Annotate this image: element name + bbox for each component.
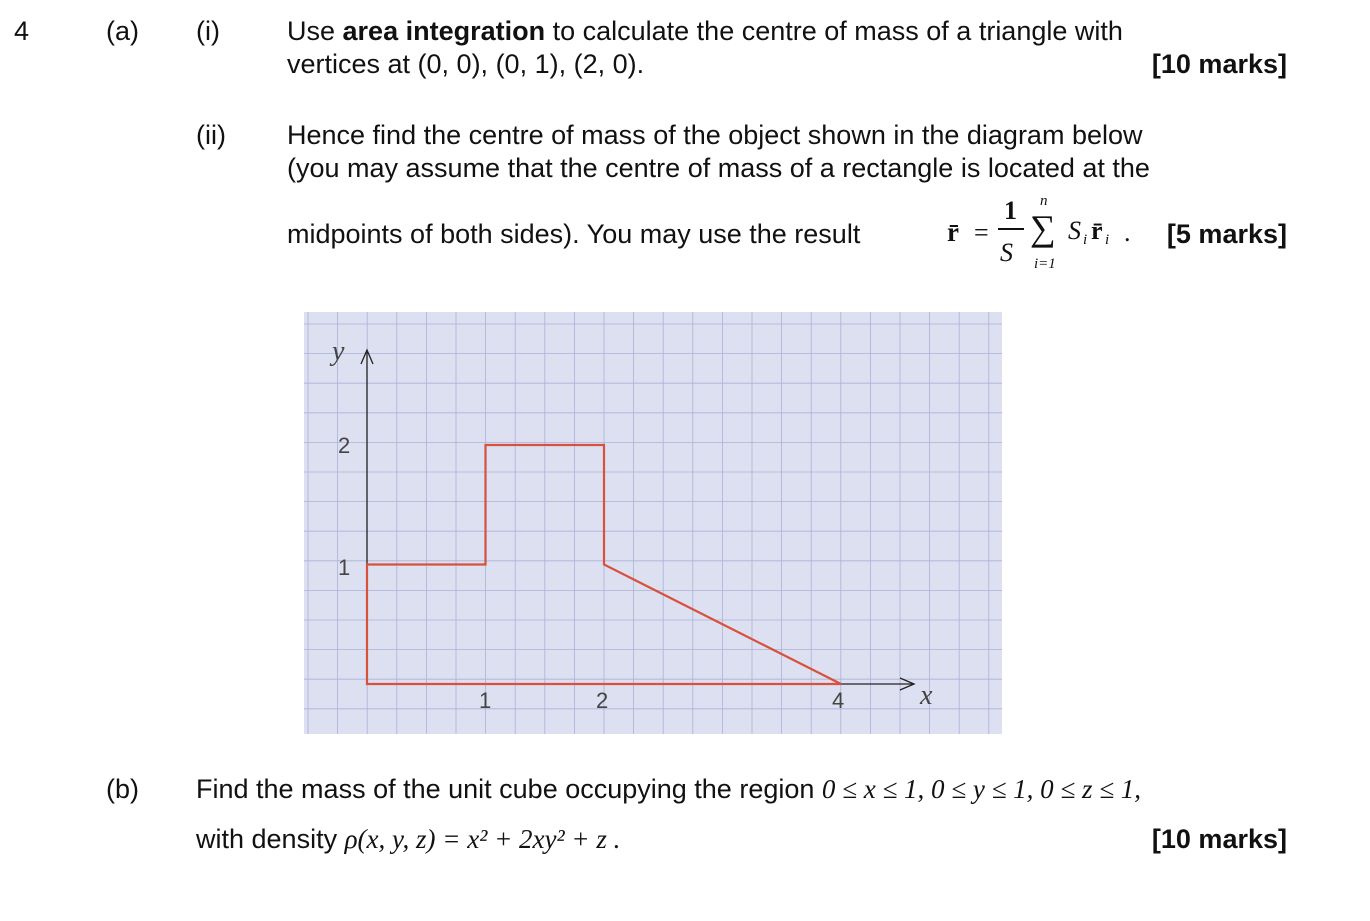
y-tick-label: 2 [338,433,351,458]
sub-ii-line3: midpoints of both sides). You may use the result [287,219,861,249]
part-a-label: (a) [106,16,139,46]
sub-i-line1: Use area integration to calculate the centre of mass of a triangle with [287,16,1123,46]
sigma-icon: ∑ [1030,208,1056,248]
fraction-bar [998,228,1024,230]
formula-end: . [1124,218,1131,247]
part-b-line1: Find the mass of the unit cube occupying the region 0 ≤ x ≤ 1, 0 ≤ y ≤ 1, 0 ≤ z ≤ 1, [196,774,1142,804]
formula-numerator: 1 [1004,196,1017,225]
grid-background [304,312,1002,734]
part-b-line2: with density ρ(x, y, z) = x² + 2xy² + z . [196,824,621,854]
formula-term-r-sub: i [1105,232,1110,248]
sub-i-line2: vertices at (0, 0), (0, 1), (2, 0). [287,49,645,79]
formula-denominator: S [1000,238,1013,267]
formula-lower: i=1 [1034,256,1056,272]
part-b-marks: [10 marks] [1151,824,1287,854]
sub-ii-line2: (you may assume that the centre of mass of a rectangle is located at the [287,153,1150,183]
region-expression: 0 ≤ x ≤ 1, 0 ≤ y ≤ 1, 0 ≤ z ≤ 1, [821,774,1142,804]
density-expression: ρ(x, y, z) = x² + 2xy² + z . [344,824,621,854]
formula-lhs: r̄ [947,217,959,247]
formula-term-s: S [1068,216,1081,245]
formula-term-r: r̄ [1091,216,1103,245]
formula-term-s-sub: i [1083,232,1088,248]
sub-ii-marks: [5 marks] [1166,219,1287,249]
part-b-label: (b) [106,774,139,804]
sub-ii-line1: Hence find the centre of mass of the object shown in the diagram below [287,120,1143,150]
x-tick-label: 2 [596,688,609,713]
sub-ii-label: (ii) [196,120,226,150]
y-axis-label: y [332,336,345,367]
sub-i-label: (i) [196,16,220,46]
y-tick-label: 1 [338,555,351,580]
x-tick-label: 1 [479,688,492,713]
graph-paper-diagram [304,312,1002,734]
formula-upper: n [1040,193,1048,209]
question-number: 4 [14,16,30,46]
formula-eq: = [974,218,989,247]
x-axis-label: x [920,680,933,711]
sub-i-marks: [10 marks] [1151,49,1287,79]
x-tick-label: 4 [832,688,845,713]
